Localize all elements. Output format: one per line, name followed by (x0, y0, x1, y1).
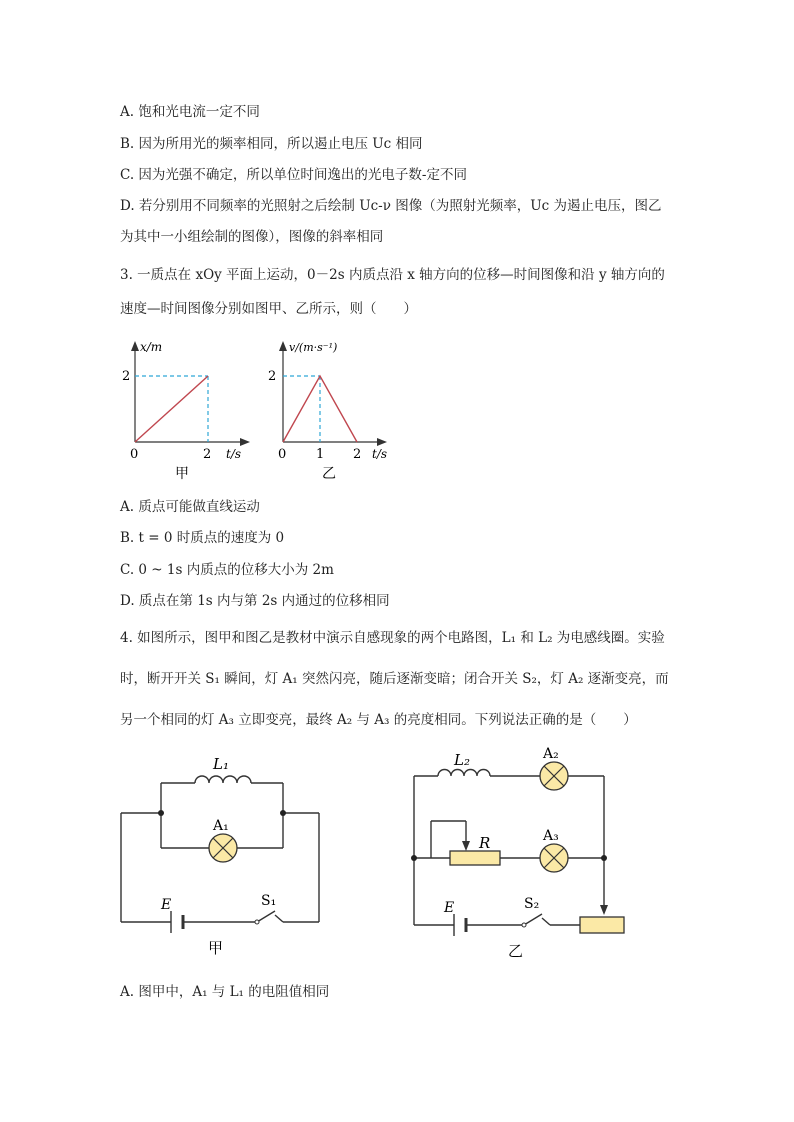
battery-e-yi (454, 914, 466, 936)
jia-xtick: 2 (203, 447, 212, 462)
label-a2: A₂ (543, 746, 559, 762)
lamp-a2 (540, 762, 568, 790)
jia-xlabel: t/s (226, 447, 242, 461)
circuit-yi (404, 745, 639, 965)
q4-stem-line3: 另一个相同的灯 A₃ 立即变亮，最终 A₂ 与 A₃ 的亮度相同。下列说法正确的是（ ） (120, 712, 637, 728)
circuit-yi-caption: 乙 (508, 942, 524, 960)
label-e: E (161, 897, 172, 913)
label-l2: L₂ (454, 751, 470, 769)
yi-xtick-2: 2 (353, 447, 362, 462)
graph-jia (122, 335, 262, 485)
label-a3: A₃ (543, 828, 559, 844)
battery-e (171, 911, 183, 933)
circuit-jia (115, 745, 335, 965)
switch-s1-contact (255, 920, 259, 924)
label-e-yi: E (444, 900, 455, 916)
lamp-a3 (540, 844, 568, 872)
jia-origin: 0 (130, 447, 139, 462)
q4-option-a: A. 图甲中，A₁ 与 L₁ 的电阻值相同 (120, 984, 330, 1000)
inductor-l1 (195, 776, 251, 783)
q3-stem-line1: 3. 一质点在 xOy 平面上运动，0－2s 内质点沿 x 轴方向的位移—时间图像和沿 y 轴方向的 (120, 267, 665, 283)
yi-xtick-1: 1 (316, 447, 325, 462)
q3-option-d: D. 质点在第 1s 内与第 2s 内通过的位移相同 (120, 593, 390, 609)
q2-option-d-line1: D. 若分别用不同频率的光照射之后绘制 Uc-ν 图像（为照射光频率，Uc 为遏止电压，图乙 (120, 198, 662, 214)
label-s2: S₂ (524, 896, 540, 912)
circuit-jia-caption: 甲 (208, 939, 224, 957)
q4-stem-line2: 时，断开开关 S₁ 瞬间，灯 A₁ 突然闪亮，随后逐渐变暗；闭合开关 S₂，灯 A₂ 逐渐变亮，而 (120, 671, 669, 687)
lamp-a1 (209, 834, 237, 862)
yi-caption: 乙 (322, 466, 336, 482)
q2-option-a: A. 饱和光电流一定不同 (120, 104, 260, 120)
jia-ylabel: x/m (140, 340, 163, 354)
yi-ytick: 2 (268, 369, 277, 384)
q3-option-a: A. 质点可能做直线运动 (120, 499, 260, 515)
q2-option-d-line2: 为其中一小组绘制的图像），图像的斜率相同 (120, 229, 384, 245)
inductor-l2 (438, 770, 490, 777)
graph-yi (265, 335, 415, 485)
q2-option-c: C. 因为光强不确定，所以单位时间逸出的光电子数-定不同 (120, 167, 467, 183)
label-l1: L₁ (213, 755, 229, 773)
label-a1: A₁ (213, 818, 229, 834)
q2-option-b: B. 因为所用光的频率相同，所以遏止电压 Uc 相同 (120, 136, 423, 152)
q3-option-b: B. t = 0 时质点的速度为 0 (120, 530, 285, 546)
yi-origin: 0 (278, 447, 287, 462)
label-s1: S₁ (261, 893, 277, 909)
q3-option-c: C. 0 ~ 1s 内质点的位移大小为 2m (120, 562, 334, 578)
label-r: R (479, 834, 491, 852)
sliding-rheostat-bottom (580, 917, 624, 933)
jia-ytick: 2 (122, 369, 131, 384)
switch-s2-contact (522, 923, 526, 927)
rheostat-r (450, 851, 500, 865)
q3-stem-line2: 速度—时间图像分别如图甲、乙所示，则（ ） (120, 301, 417, 317)
yi-xlabel: t/s (372, 447, 388, 461)
jia-series-line (135, 376, 208, 442)
yi-ylabel: v/(m·s⁻¹) (289, 341, 338, 354)
jia-caption: 甲 (175, 466, 189, 482)
q4-stem-line1: 4. 如图所示，图甲和图乙是教材中演示自感现象的两个电路图，L₁ 和 L₂ 为电感线圈。实验 (120, 630, 665, 646)
